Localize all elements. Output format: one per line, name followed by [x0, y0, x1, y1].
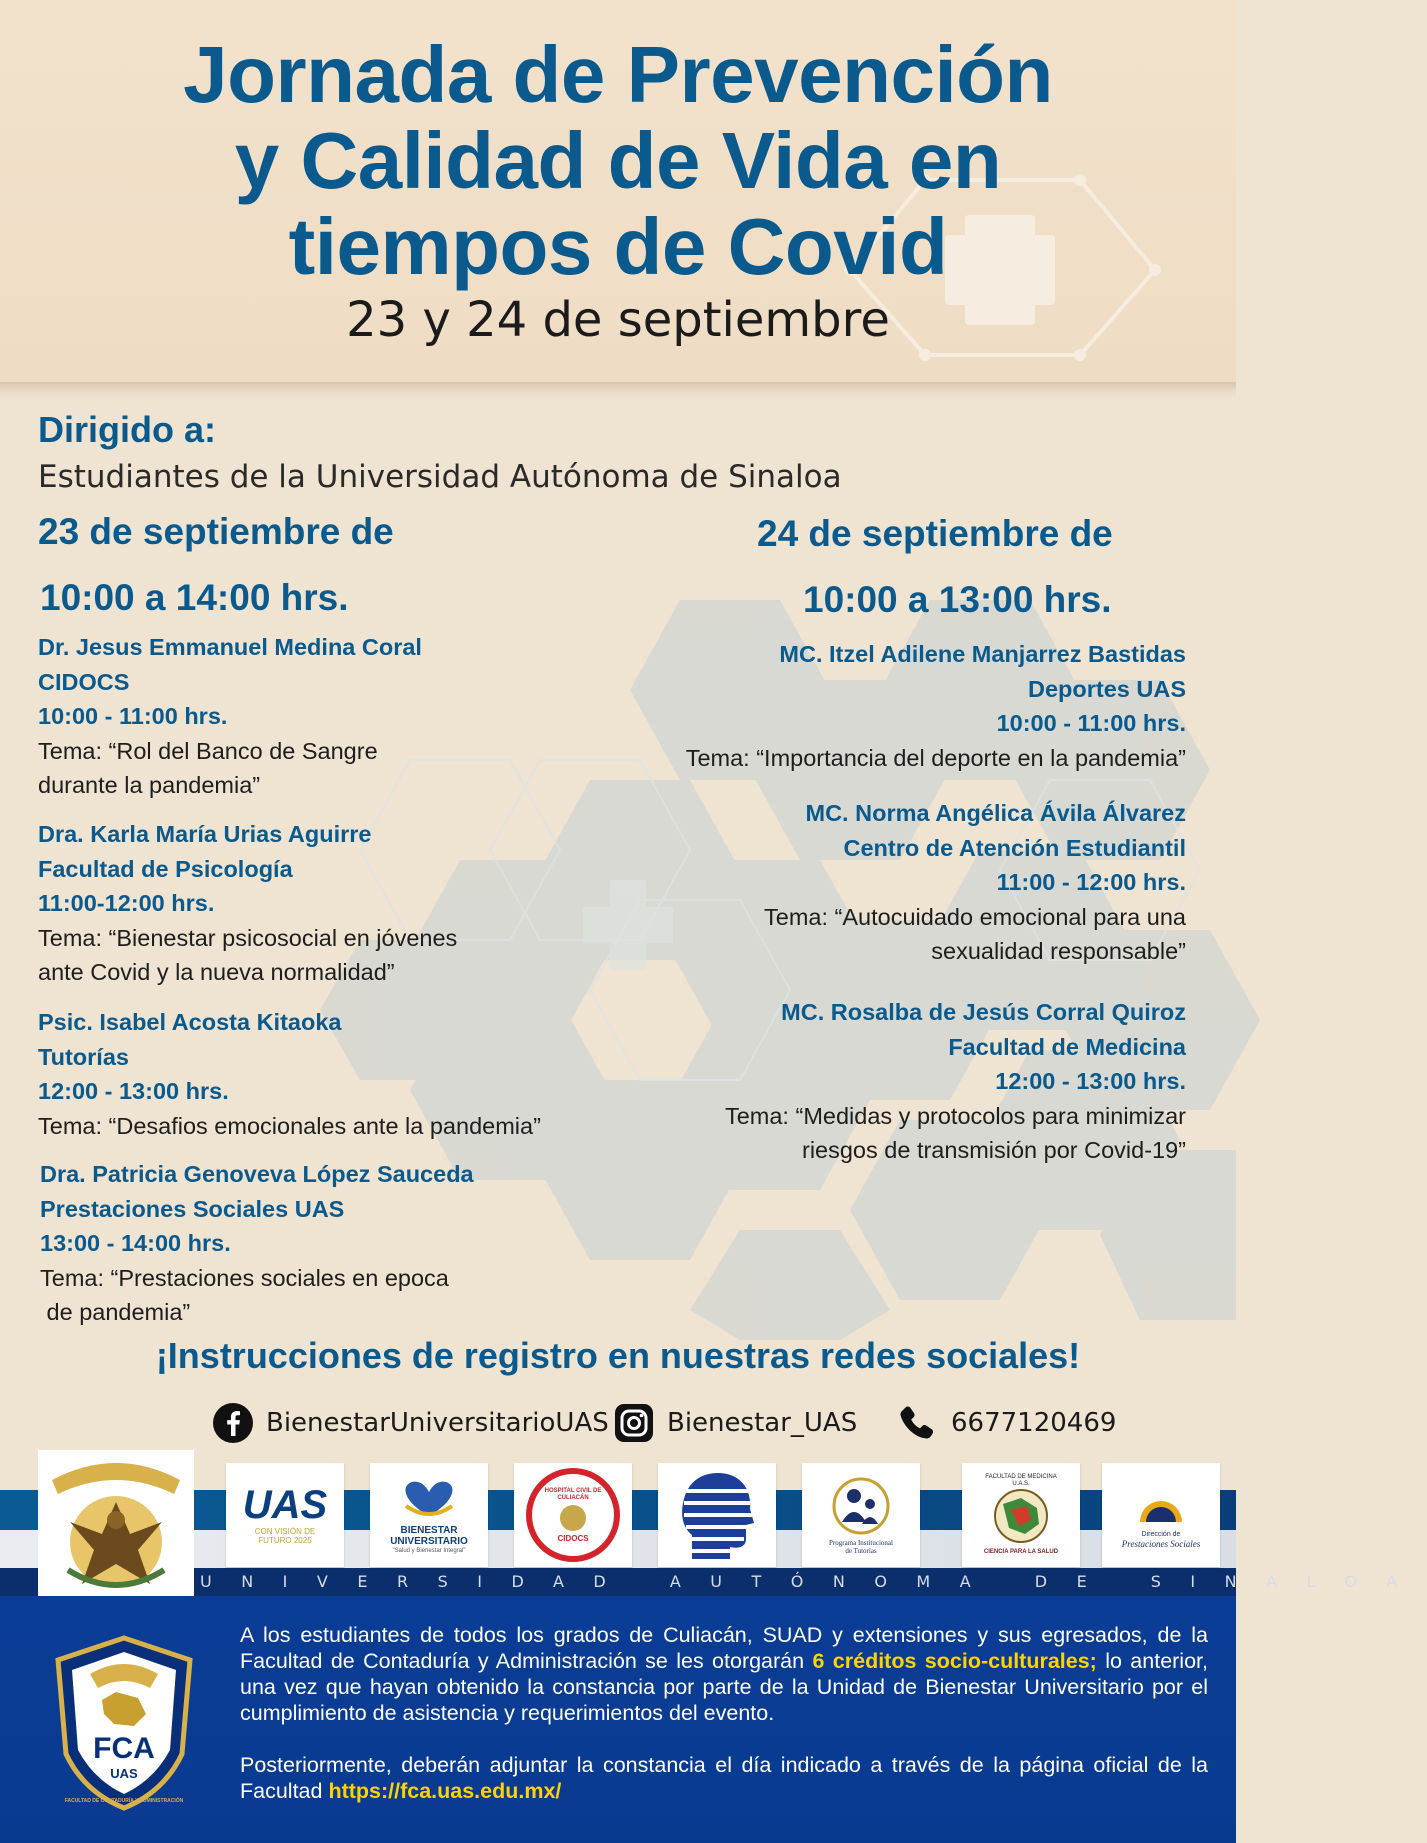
- session-time: 11:00-12:00 hrs.: [38, 890, 215, 916]
- header-divider: [0, 382, 1236, 398]
- session-time: 12:00 - 13:00 hrs.: [38, 1078, 229, 1104]
- heart-hands-icon: [394, 1476, 464, 1520]
- credits-info-text: [240, 1622, 1208, 1804]
- hospital-logo-text: HOSPITAL CIVIL DE CULIACÁN: [544, 1487, 602, 1501]
- session-topic-line: Tema: “Bienestar psicosocial en jóvenes: [38, 924, 458, 951]
- session-topic-line: riesgos de transmisión por Covid-19”: [802, 1137, 1186, 1163]
- event-title: [100, 32, 1136, 290]
- instagram-contact[interactable]: [613, 1400, 857, 1446]
- prestaciones-logo-text: Prestaciones Sociales: [1121, 1538, 1201, 1549]
- session-speaker: Psic. Isabel Acosta Kitaoka: [38, 1009, 342, 1035]
- session-topic-line: Tema: “Rol del Banco de Sangre: [38, 737, 378, 764]
- session-speaker: Dra. Karla María Urias Aguirre: [38, 821, 372, 847]
- session-topic-line: sexualidad responsable”: [931, 938, 1186, 964]
- medicina-map-icon: [981, 1488, 1061, 1544]
- tutorias-logo: [802, 1463, 920, 1567]
- uas-logo-tagline: CON VISIÓN DE FUTURO 2025: [254, 1527, 316, 1545]
- credits-text-part: lo anterior, una vez que hayan obtenido la constancia por parte de la Unidad de Bienestar Universitario por el cumplimiento de asistencia y requerimientos del evento.: [240, 1649, 1208, 1725]
- session-topic-line: Tema: “Autocuidado emocional para una: [764, 903, 1186, 930]
- day1-session-3: [38, 1005, 541, 1143]
- credits-paragraph-2: [240, 1752, 1208, 1804]
- fca-logo-text: FCA: [93, 1732, 155, 1765]
- day1-time: 10:00 a 14:00 hrs.: [40, 577, 349, 618]
- audience-label: Dirigido a:: [38, 409, 216, 450]
- hospital-civil-logo: [514, 1463, 632, 1567]
- phone-number: 6677120469: [951, 1408, 1117, 1438]
- day2-session-1: [686, 637, 1186, 775]
- facebook-icon: [212, 1402, 254, 1444]
- day1-session-1: [38, 630, 422, 803]
- session-organization: Prestaciones Sociales UAS: [40, 1195, 345, 1222]
- session-organization: Facultad de Psicología: [38, 855, 293, 882]
- session-topic-line: de pandemia”: [40, 1299, 191, 1325]
- eagle-crest-icon: [38, 1450, 194, 1598]
- session-speaker: Dr. Jesus Emmanuel Medina Coral: [38, 634, 422, 660]
- fca-ring-text: FACULTAD DE CONTADURÍA Y ADMINISTRACIÓN: [64, 1798, 184, 1804]
- instagram-handle: Bienestar_UAS: [667, 1408, 858, 1438]
- session-topic-line: durante la pandemia”: [38, 772, 261, 798]
- credits-paragraph-1: [240, 1622, 1208, 1726]
- day1-heading: 23 de septiembre de: [38, 511, 394, 552]
- event-dates: 23 y 24 de septiembre: [346, 292, 890, 348]
- bienestar-logo-tagline: "Salud y Bienestar Integral": [392, 1547, 466, 1554]
- credits-highlight: 6 créditos socio-culturales;: [812, 1649, 1097, 1673]
- session-topic-line: Tema: “Importancia del deporte en la pandemia”: [685, 744, 1186, 771]
- day2-session-3: [725, 995, 1186, 1168]
- bienestar-logo: [370, 1463, 488, 1567]
- medicina-logo-text: FACULTAD DE MEDICINA U.A.S.: [985, 1474, 1057, 1487]
- session-organization: Centro de Atención Estudiantil: [843, 834, 1186, 861]
- medicina-logo: [962, 1463, 1080, 1567]
- session-organization: Deportes UAS: [1027, 675, 1186, 702]
- fca-logo-subtext: UAS: [110, 1766, 138, 1781]
- day1-session-4: [40, 1157, 474, 1330]
- credits-text-part: A los estudiantes de todos los grados de Culiacán, SUAD y extensiones y sus egresados, de la Facultad de Contaduría y Administración se les otorgarán: [240, 1623, 1208, 1673]
- session-speaker: MC. Norma Angélica Ávila Álvarez: [805, 800, 1186, 826]
- session-time: 10:00 - 11:00 hrs.: [38, 703, 228, 729]
- session-topic-line: Tema: “Desafios emocionales ante la pandemia”: [38, 1112, 541, 1139]
- cidocs-logo-text: CIDOCS: [557, 1533, 589, 1543]
- session-topic-line: Tema: “Prestaciones sociales en epoca: [40, 1264, 449, 1291]
- hospital-emblem-icon: [560, 1505, 586, 1531]
- session-speaker: Dra. Patricia Genoveva López Sauceda: [40, 1161, 474, 1187]
- uas-crest-logo: [38, 1450, 194, 1598]
- facebook-contact[interactable]: [212, 1400, 609, 1446]
- medicina-logo-motto: CIENCIA PARA LA SALUD: [983, 1549, 1059, 1555]
- tutorias-figures-icon: [830, 1476, 892, 1534]
- session-topic-line: ante Covid y la nueva normalidad”: [38, 959, 395, 985]
- profile-head-logo: [658, 1463, 776, 1567]
- day2-session-2: [764, 796, 1186, 969]
- instagram-icon: [613, 1402, 655, 1444]
- bienestar-logo-text: BIENESTAR UNIVERSITARIO: [390, 1524, 468, 1547]
- session-organization: CIDOCS: [38, 668, 130, 695]
- profile-head-icon: [678, 1469, 756, 1561]
- day2-heading: 24 de septiembre de: [757, 513, 1113, 554]
- session-speaker: MC. Itzel Adilene Manjarrez Bastidas: [779, 641, 1186, 667]
- prestaciones-small-text: Dirección de: [1141, 1530, 1181, 1538]
- fca-logo: [54, 1634, 194, 1812]
- title-line-2: y Calidad de Vida en: [234, 116, 1002, 205]
- fca-shield-icon: [54, 1634, 194, 1812]
- session-time: 10:00 - 11:00 hrs.: [996, 710, 1186, 736]
- credits-text-part: Posteriormente, deberán adjuntar la constancia el día indicado a través de la página oficial de la Facultad: [240, 1753, 1208, 1803]
- university-name: UNIVERSIDAD AUTÓNOMA DE SINALOA: [200, 1572, 1427, 1591]
- session-time: 12:00 - 13:00 hrs.: [995, 1068, 1186, 1094]
- registration-title: ¡Instrucciones de registro en nuestras redes sociales!: [155, 1335, 1081, 1376]
- prestaciones-logo: [1102, 1463, 1220, 1567]
- audience-text: Estudiantes de la Universidad Autónoma de Sinaloa: [38, 459, 842, 495]
- day1-session-2: [38, 817, 457, 990]
- session-time: 11:00 - 12:00 hrs.: [996, 869, 1186, 895]
- sunrise-icon: [1136, 1482, 1186, 1526]
- phone-icon: [897, 1402, 939, 1444]
- faculty-website-link[interactable]: https://fca.uas.edu.mx/: [328, 1779, 562, 1803]
- tutorias-logo-text: Programa Institucional de Tutorías: [829, 1538, 893, 1555]
- session-time: 13:00 - 14:00 hrs.: [40, 1230, 231, 1256]
- session-topic-line: Tema: “Medidas y protocolos para minimizar: [724, 1102, 1186, 1129]
- session-organization: Tutorías: [38, 1043, 129, 1070]
- session-speaker: MC. Rosalba de Jesús Corral Quiroz: [781, 999, 1186, 1025]
- session-organization: Facultad de Medicina: [948, 1033, 1186, 1060]
- title-line-1: Jornada de Prevención: [183, 30, 1053, 119]
- uas-logo-text: UAS: [242, 1483, 328, 1527]
- title-line-3: tiempos de Covid: [288, 202, 948, 291]
- facebook-handle: BienestarUniversitarioUAS: [266, 1408, 609, 1438]
- day2-time: 10:00 a 13:00 hrs.: [803, 579, 1112, 620]
- uas-vision-logo: [226, 1463, 344, 1567]
- phone-contact[interactable]: [897, 1400, 1116, 1446]
